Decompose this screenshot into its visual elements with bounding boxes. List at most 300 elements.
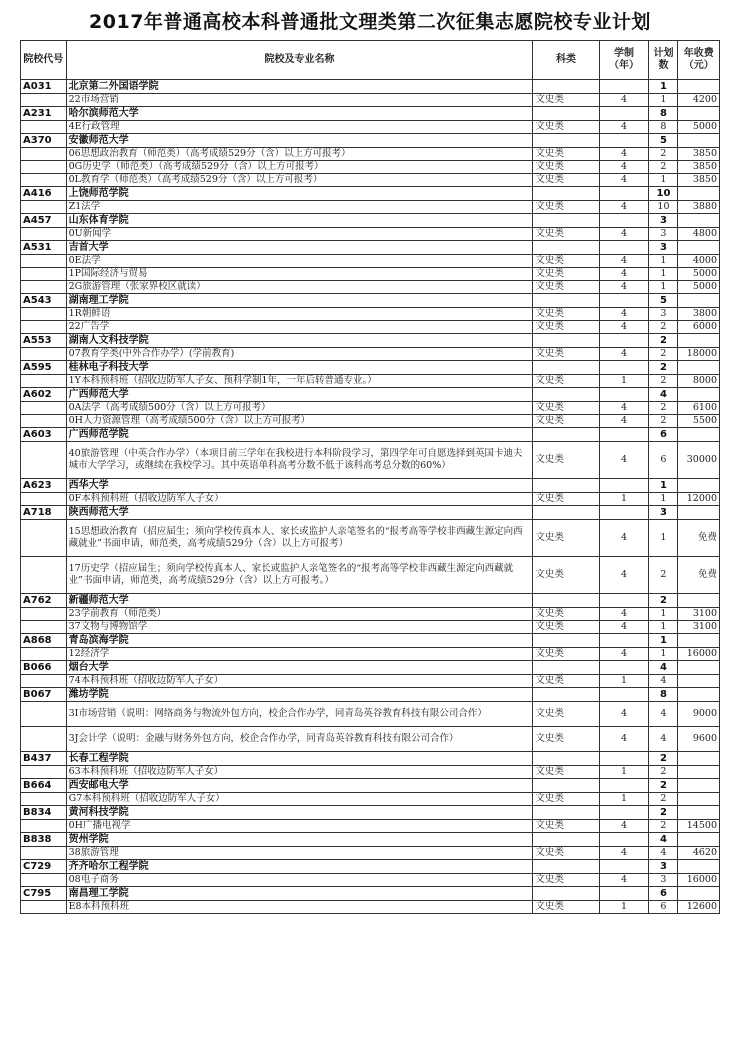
major-fee: 4000 — [678, 255, 720, 268]
school-years-empty — [599, 779, 649, 793]
table-body — [21, 80, 720, 914]
major-row — [21, 94, 720, 107]
major-code-empty — [21, 648, 67, 661]
school-years-empty — [599, 860, 649, 874]
major-name: 37文物与博物馆学 — [66, 621, 533, 634]
major-name: 22市场营销 — [66, 94, 533, 107]
major-category: 文史类 — [533, 375, 599, 388]
school-row — [21, 479, 720, 493]
major-plan: 1 — [649, 648, 678, 661]
major-row — [21, 228, 720, 241]
major-years: 4 — [599, 621, 649, 634]
school-years-empty — [599, 428, 649, 442]
school-years-empty — [599, 479, 649, 493]
school-category-empty — [533, 334, 599, 348]
major-code-empty — [21, 375, 67, 388]
major-code-empty — [21, 874, 67, 887]
major-category: 文史类 — [533, 493, 599, 506]
major-row — [21, 648, 720, 661]
school-fee-empty — [678, 80, 720, 94]
school-category-empty — [533, 479, 599, 493]
school-fee-empty — [678, 860, 720, 874]
school-name: 烟台大学 — [66, 661, 533, 675]
major-code-empty — [21, 493, 67, 506]
school-fee-empty — [678, 334, 720, 348]
school-row — [21, 241, 720, 255]
major-years: 4 — [599, 228, 649, 241]
major-years: 4 — [599, 174, 649, 187]
major-category: 文史类 — [533, 94, 599, 107]
school-total: 4 — [649, 661, 678, 675]
major-row — [21, 375, 720, 388]
school-row — [21, 428, 720, 442]
major-plan: 6 — [649, 901, 678, 914]
major-name: 12经济学 — [66, 648, 533, 661]
school-category-empty — [533, 361, 599, 375]
school-row — [21, 594, 720, 608]
major-fee: 免费 — [678, 520, 720, 557]
major-code-empty — [21, 621, 67, 634]
major-plan: 2 — [649, 321, 678, 334]
major-plan: 4 — [649, 702, 678, 727]
major-category: 文史类 — [533, 621, 599, 634]
school-row — [21, 294, 720, 308]
major-plan: 1 — [649, 255, 678, 268]
school-code: A602 — [21, 388, 67, 402]
major-name: 0G历史学（师范类）（高考成绩529分（含）以上方可报考） — [66, 161, 533, 174]
major-row — [21, 415, 720, 428]
major-fee: 9600 — [678, 727, 720, 752]
school-name: 贺州学院 — [66, 833, 533, 847]
school-fee-empty — [678, 779, 720, 793]
major-name: 0U新闻学 — [66, 228, 533, 241]
school-fee-empty — [678, 134, 720, 148]
major-category: 文史类 — [533, 675, 599, 688]
header-code: 院校代号 — [21, 41, 67, 80]
major-fee: 4620 — [678, 847, 720, 860]
major-category: 文史类 — [533, 648, 599, 661]
school-code: A603 — [21, 428, 67, 442]
school-category-empty — [533, 806, 599, 820]
major-plan: 2 — [649, 793, 678, 806]
major-years: 4 — [599, 648, 649, 661]
school-years-empty — [599, 80, 649, 94]
school-row — [21, 779, 720, 793]
major-plan: 1 — [649, 281, 678, 294]
school-row — [21, 80, 720, 94]
major-category: 文史类 — [533, 321, 599, 334]
school-total: 4 — [649, 833, 678, 847]
school-fee-empty — [678, 661, 720, 675]
major-years: 4 — [599, 702, 649, 727]
school-fee-empty — [678, 187, 720, 201]
major-plan: 1 — [649, 174, 678, 187]
major-code-empty — [21, 174, 67, 187]
school-fee-empty — [678, 214, 720, 228]
school-name: 山东体育学院 — [66, 214, 533, 228]
major-category: 文史类 — [533, 727, 599, 752]
major-code-empty — [21, 121, 67, 134]
school-row — [21, 134, 720, 148]
major-fee: 3850 — [678, 148, 720, 161]
school-total: 6 — [649, 887, 678, 901]
major-name: 0H人力资源管理（高考成绩500分（含）以上方可报考） — [66, 415, 533, 428]
major-row — [21, 520, 720, 557]
school-total: 3 — [649, 860, 678, 874]
school-fee-empty — [678, 887, 720, 901]
major-code-empty — [21, 793, 67, 806]
school-total: 4 — [649, 388, 678, 402]
school-total: 2 — [649, 594, 678, 608]
major-name: 22广告学 — [66, 321, 533, 334]
school-years-empty — [599, 107, 649, 121]
major-years: 1 — [599, 375, 649, 388]
major-row — [21, 348, 720, 361]
major-plan: 4 — [649, 847, 678, 860]
major-row — [21, 766, 720, 779]
major-code-empty — [21, 608, 67, 621]
school-code: A595 — [21, 361, 67, 375]
school-total: 3 — [649, 241, 678, 255]
school-total: 2 — [649, 361, 678, 375]
school-years-empty — [599, 388, 649, 402]
major-category: 文史类 — [533, 702, 599, 727]
major-row — [21, 847, 720, 860]
major-years: 4 — [599, 255, 649, 268]
school-code: B067 — [21, 688, 67, 702]
major-code-empty — [21, 94, 67, 107]
major-category: 文史类 — [533, 793, 599, 806]
school-name: 西华大学 — [66, 479, 533, 493]
school-years-empty — [599, 661, 649, 675]
major-name: 4E行政管理 — [66, 121, 533, 134]
major-plan: 2 — [649, 820, 678, 833]
major-row — [21, 557, 720, 594]
school-years-empty — [599, 688, 649, 702]
major-plan: 4 — [649, 727, 678, 752]
major-years: 4 — [599, 820, 649, 833]
major-years: 4 — [599, 847, 649, 860]
major-category: 文史类 — [533, 402, 599, 415]
major-code-empty — [21, 148, 67, 161]
major-name: 3J会计学（说明：金融与财务外包方向，校企合作办学，同青岛英谷教育科技有限公司合作） — [66, 727, 533, 752]
major-plan: 4 — [649, 675, 678, 688]
school-years-empty — [599, 752, 649, 766]
major-plan: 6 — [649, 442, 678, 479]
school-code: B834 — [21, 806, 67, 820]
major-code-empty — [21, 557, 67, 594]
major-fee: 16000 — [678, 648, 720, 661]
plan-table — [20, 40, 720, 914]
school-years-empty — [599, 187, 649, 201]
major-category: 文史类 — [533, 415, 599, 428]
major-code-empty — [21, 255, 67, 268]
school-category-empty — [533, 294, 599, 308]
major-fee: 18000 — [678, 348, 720, 361]
major-code-empty — [21, 520, 67, 557]
major-row — [21, 874, 720, 887]
major-plan: 2 — [649, 402, 678, 415]
major-years: 4 — [599, 161, 649, 174]
school-row — [21, 860, 720, 874]
major-plan: 8 — [649, 121, 678, 134]
school-row — [21, 634, 720, 648]
major-category: 文史类 — [533, 148, 599, 161]
school-fee-empty — [678, 594, 720, 608]
major-row — [21, 621, 720, 634]
school-code: A543 — [21, 294, 67, 308]
school-name: 南昌理工学院 — [66, 887, 533, 901]
major-row — [21, 675, 720, 688]
school-name: 西安邮电大学 — [66, 779, 533, 793]
major-code-empty — [21, 442, 67, 479]
major-code-empty — [21, 161, 67, 174]
major-fee: 3100 — [678, 608, 720, 621]
major-name: 0E法学 — [66, 255, 533, 268]
major-category: 文史类 — [533, 557, 599, 594]
school-category-empty — [533, 107, 599, 121]
school-total: 2 — [649, 334, 678, 348]
major-fee: 9000 — [678, 702, 720, 727]
major-row — [21, 281, 720, 294]
school-total: 2 — [649, 752, 678, 766]
school-years-empty — [599, 134, 649, 148]
major-category: 文史类 — [533, 348, 599, 361]
major-name: 15思想政治教育（招应届生；须向学校传真本人、家长或监护人亲笔签名的“报考高等学校非西藏生源定向西藏就业”书面申请，师范类，高考成绩529分（含）以上方可报考） — [66, 520, 533, 557]
school-code: A031 — [21, 80, 67, 94]
header-row — [21, 41, 720, 80]
major-category: 文史类 — [533, 281, 599, 294]
school-row — [21, 688, 720, 702]
major-years: 4 — [599, 557, 649, 594]
major-code-empty — [21, 402, 67, 415]
school-name: 安徽师范大学 — [66, 134, 533, 148]
school-code: A762 — [21, 594, 67, 608]
school-years-empty — [599, 594, 649, 608]
major-name: 1R朝鲜语 — [66, 308, 533, 321]
school-name: 陕西师范大学 — [66, 506, 533, 520]
school-code: B066 — [21, 661, 67, 675]
major-code-empty — [21, 820, 67, 833]
major-category: 文史类 — [533, 161, 599, 174]
school-name: 广西师范学院 — [66, 428, 533, 442]
school-total: 3 — [649, 214, 678, 228]
header-fee: 年收费（元） — [678, 41, 720, 80]
school-fee-empty — [678, 688, 720, 702]
major-years: 4 — [599, 94, 649, 107]
major-years: 1 — [599, 793, 649, 806]
major-row — [21, 268, 720, 281]
major-years: 4 — [599, 148, 649, 161]
major-row — [21, 727, 720, 752]
major-category: 文史类 — [533, 847, 599, 860]
major-category: 文史类 — [533, 874, 599, 887]
major-plan: 1 — [649, 520, 678, 557]
school-row — [21, 388, 720, 402]
school-name: 青岛滨海学院 — [66, 634, 533, 648]
major-code-empty — [21, 847, 67, 860]
school-name: 广西师范大学 — [66, 388, 533, 402]
major-years: 1 — [599, 493, 649, 506]
major-years: 4 — [599, 121, 649, 134]
major-plan: 3 — [649, 308, 678, 321]
major-fee: 4200 — [678, 94, 720, 107]
school-category-empty — [533, 506, 599, 520]
school-name: 齐齐哈尔工程学院 — [66, 860, 533, 874]
school-total: 5 — [649, 294, 678, 308]
major-category: 文史类 — [533, 442, 599, 479]
major-row — [21, 121, 720, 134]
school-row — [21, 187, 720, 201]
school-category-empty — [533, 428, 599, 442]
major-years: 4 — [599, 874, 649, 887]
school-total: 1 — [649, 80, 678, 94]
major-years: 4 — [599, 201, 649, 214]
major-fee: 14500 — [678, 820, 720, 833]
document-page — [20, 4, 720, 914]
major-category: 文史类 — [533, 520, 599, 557]
major-plan: 1 — [649, 621, 678, 634]
major-years: 4 — [599, 608, 649, 621]
major-row — [21, 308, 720, 321]
school-total: 2 — [649, 779, 678, 793]
school-code: A231 — [21, 107, 67, 121]
major-category: 文史类 — [533, 766, 599, 779]
major-row — [21, 255, 720, 268]
major-category: 文史类 — [533, 174, 599, 187]
page-title: 2017年普通高校本科普通批文理类第二次征集志愿院校专业计划 — [89, 11, 651, 33]
school-fee-empty — [678, 241, 720, 255]
major-name: Z1法学 — [66, 201, 533, 214]
major-category: 文史类 — [533, 201, 599, 214]
major-code-empty — [21, 702, 67, 727]
school-name: 潍坊学院 — [66, 688, 533, 702]
school-total: 6 — [649, 428, 678, 442]
school-category-empty — [533, 634, 599, 648]
major-row — [21, 793, 720, 806]
major-row — [21, 820, 720, 833]
major-row — [21, 174, 720, 187]
major-row — [21, 702, 720, 727]
major-fee: 3850 — [678, 161, 720, 174]
major-name: E8本科预科班 — [66, 901, 533, 914]
school-fee-empty — [678, 361, 720, 375]
major-years: 4 — [599, 727, 649, 752]
major-fee: 5500 — [678, 415, 720, 428]
school-fee-empty — [678, 388, 720, 402]
major-plan: 1 — [649, 493, 678, 506]
major-fee: 5000 — [678, 121, 720, 134]
major-category: 文史类 — [533, 308, 599, 321]
school-name: 哈尔滨师范大学 — [66, 107, 533, 121]
major-category: 文史类 — [533, 268, 599, 281]
major-years: 4 — [599, 268, 649, 281]
major-years: 4 — [599, 442, 649, 479]
school-fee-empty — [678, 806, 720, 820]
school-years-empty — [599, 833, 649, 847]
major-plan: 1 — [649, 268, 678, 281]
school-code: A623 — [21, 479, 67, 493]
major-plan: 10 — [649, 201, 678, 214]
major-years: 4 — [599, 321, 649, 334]
major-name: 63本科预科班（招收边防军人子女） — [66, 766, 533, 779]
major-fee: 3800 — [678, 308, 720, 321]
major-years: 4 — [599, 520, 649, 557]
school-code: B664 — [21, 779, 67, 793]
major-category: 文史类 — [533, 121, 599, 134]
school-years-empty — [599, 887, 649, 901]
school-name: 北京第二外国语学院 — [66, 80, 533, 94]
school-row — [21, 887, 720, 901]
major-code-empty — [21, 348, 67, 361]
school-code: C729 — [21, 860, 67, 874]
school-years-empty — [599, 361, 649, 375]
school-category-empty — [533, 688, 599, 702]
school-category-empty — [533, 214, 599, 228]
school-name: 黄河科技学院 — [66, 806, 533, 820]
school-fee-empty — [678, 107, 720, 121]
major-years: 1 — [599, 766, 649, 779]
major-category: 文史类 — [533, 608, 599, 621]
major-fee: 8000 — [678, 375, 720, 388]
major-plan: 1 — [649, 608, 678, 621]
major-category: 文史类 — [533, 901, 599, 914]
school-category-empty — [533, 134, 599, 148]
school-name: 新疆师范大学 — [66, 594, 533, 608]
school-row — [21, 661, 720, 675]
major-fee — [678, 793, 720, 806]
school-code: B437 — [21, 752, 67, 766]
school-category-empty — [533, 752, 599, 766]
major-name: 0A法学（高考成绩500分（含）以上方可报考） — [66, 402, 533, 415]
major-name: 2G旅游管理（张家界校区就读） — [66, 281, 533, 294]
major-fee: 3100 — [678, 621, 720, 634]
major-code-empty — [21, 308, 67, 321]
major-fee: 3880 — [678, 201, 720, 214]
school-total: 1 — [649, 479, 678, 493]
school-years-empty — [599, 334, 649, 348]
school-total: 10 — [649, 187, 678, 201]
major-category: 文史类 — [533, 228, 599, 241]
major-plan: 2 — [649, 148, 678, 161]
major-years: 1 — [599, 901, 649, 914]
school-category-empty — [533, 241, 599, 255]
school-row — [21, 334, 720, 348]
major-category: 文史类 — [533, 820, 599, 833]
school-category-empty — [533, 779, 599, 793]
major-plan: 1 — [649, 94, 678, 107]
school-row — [21, 752, 720, 766]
header-years: 学制（年） — [599, 41, 649, 80]
major-row — [21, 901, 720, 914]
school-category-empty — [533, 860, 599, 874]
school-code: A457 — [21, 214, 67, 228]
major-name: 74本科预科班（招收边防军人子女） — [66, 675, 533, 688]
school-row — [21, 107, 720, 121]
school-total: 3 — [649, 506, 678, 520]
school-name: 上饶师范学院 — [66, 187, 533, 201]
school-total: 5 — [649, 134, 678, 148]
school-name: 长春工程学院 — [66, 752, 533, 766]
header-plan: 计划数 — [649, 41, 678, 80]
major-fee: 12000 — [678, 493, 720, 506]
school-code: A370 — [21, 134, 67, 148]
school-fee-empty — [678, 479, 720, 493]
school-name: 湖南人文科技学院 — [66, 334, 533, 348]
school-row — [21, 806, 720, 820]
major-code-empty — [21, 281, 67, 294]
school-category-empty — [533, 80, 599, 94]
